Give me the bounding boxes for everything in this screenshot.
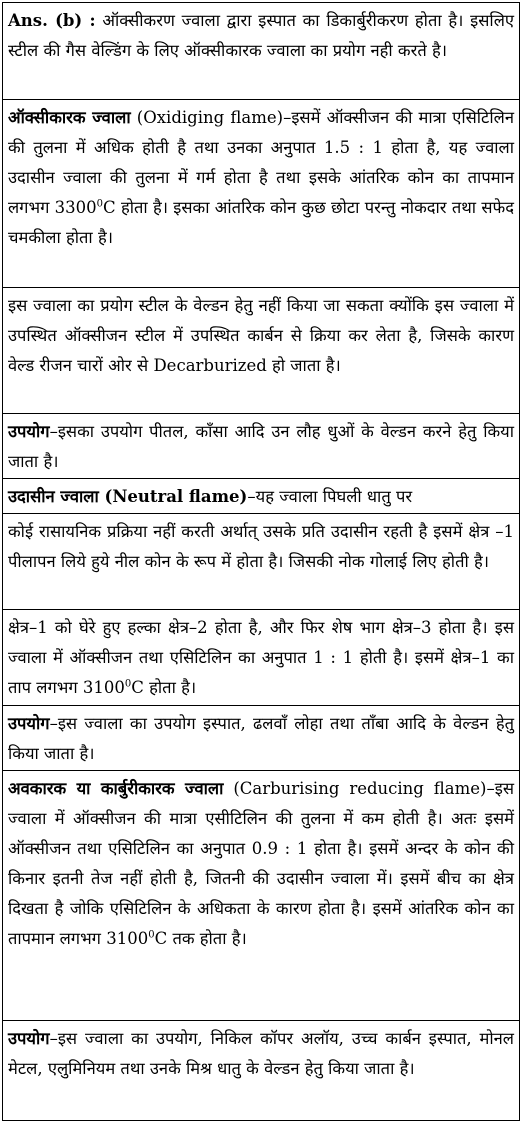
carburising-heading-hindi: अवकारक या कार्बुरीकारक ज्वाला (8, 779, 224, 798)
neutral-use-block (3, 706, 519, 771)
carburising-text-a: –इस ज्वाला में ऑक्सीजन की मात्रा एसीटिलिन की तुलना में कम होती है। अतः इसमें ऑक्सीजन तथा एसिटिलिन का अनुपात 0.9 : 1 होता है। इसमें अन्दर के कोन की किनार इतनी तेज नहीं होती है, जितनी की उदासीन ज्वाला में। इसमें बीच का क्षेत्र दिखता है जोकि एसिटिलिन के अधिकता के कारण होता है। इसमें आंतरिक कोन का तापमान लगभग 3100 (8, 779, 515, 948)
carburising-use-block (3, 1021, 519, 1120)
oxidising-text-a: –इसमें ऑक्सीजन की मात्रा एसिटिलिन की तुलना में अधिक होती है तथा उनका अनुपात 1.5 : 1 होता है, यह ज्वाला उदासीन ज्वाला की तुलना में गर्म होता है तथा इसके आंतरिक कोन का तापमान लगभग 3300 (8, 108, 514, 217)
neutral-text: कोई रासायनिक प्रक्रिया नहीं करती अर्थात् उसके प्रति उदासीन रहती है इसमें क्षेत्र –1 पीलापन लिये हुये नील कोन के रूप में होता है। जिसकी नोक गोलाई लिए होती है। (8, 522, 514, 571)
oxidising-note-text: इस ज्वाला का प्रयोग स्टील के वेल्डन हेतु नहीं किया जा सकता क्योंकि इस ज्वाला में उपस्थित ऑक्सीजन स्टील में उपस्थित कार्बन से क्रिया कर लेता है, जिसके कारण वेल्ड रीजन चारों ओर से Decarburized हो जाता है। (8, 296, 514, 375)
answer-text: ऑक्सीकरण ज्वाला द्वारा इस्पात का डिकार्बुरीकरण होता है। इसलिए स्टील की गैस वेल्डिंग के लिए ऑक्सीकारक ज्वाला का प्रयोग नही करते है। (8, 11, 515, 60)
degree-superscript: 0 (124, 678, 132, 690)
neutral-use-label: उपयोग (8, 714, 50, 733)
oxidising-text-b: C होता है। इसका आंतरिक कोन कुछ छोटा परन्तु नोकदार तथा सफेद चमकीला होता है। (8, 198, 514, 247)
degree-superscript: 0 (96, 198, 104, 210)
carburising-use-text: –इस ज्वाला का उपयोग, निकिल कॉपर अलॉय, उच्च कार्बन इस्पात, मोनल मेटल, एलुमिनियम तथा उनके मिश्र धातु के वेल्डन हेतु किया जाता है। (8, 1029, 514, 1078)
neutral-flame-block (3, 514, 519, 610)
neutral-heading-english: (Neutral flame) (98, 487, 248, 506)
carburising-flame-block (3, 771, 519, 1021)
neutral-heading-block (3, 479, 519, 514)
neutral-zones-text-a: क्षेत्र–1 को घेरे हुए हल्का क्षेत्र–2 होता है, और फिर शेष भाग क्षेत्र–3 होता है। इस ज्वाला में ऑक्सीजन तथा एसिटिलिन का अनुपात 1 : 1 होती है। इसमें क्षेत्र–1 का ताप लगभग 3100 (8, 618, 514, 697)
oxidising-flame-block (3, 100, 519, 288)
oxidising-use-text: –इसका उपयोग पीतल, काँसा आदि उन लौह धुओं के वेल्डन करने हेतु किया जाता है। (8, 422, 514, 471)
carburising-use-label: उपयोग (8, 1029, 50, 1048)
answer-label: Ans. (b) : (8, 11, 96, 30)
neutral-use-text: –इस ज्वाला का उपयोग इस्पात, ढलवाँ लोहा तथा ताँबा आदि के वेल्डन हेतु किया जाता है। (8, 714, 514, 763)
neutral-heading-text: –यह ज्वाला पिघली धातु पर (247, 487, 413, 506)
oxidising-heading-hindi: ऑक्सीकारक ज्वाला (8, 108, 131, 127)
oxidising-note-block (3, 288, 519, 414)
neutral-zones-text-b: C होता है। (131, 678, 197, 697)
neutral-heading-hindi: उदासीन ज्वाला (8, 487, 99, 506)
oxidising-use-label: उपयोग (8, 422, 50, 441)
degree-superscript: 0 (148, 929, 155, 941)
neutral-zones-block (3, 610, 519, 706)
oxidising-heading-english: (Oxidiging flame) (130, 108, 284, 127)
oxidising-use-block (3, 414, 519, 479)
answer-document (2, 2, 520, 1121)
answer-block (3, 3, 519, 100)
carburising-heading-english: (Carburising reducing flame) (223, 779, 487, 798)
carburising-text-b: C तक होता है। (154, 929, 247, 948)
